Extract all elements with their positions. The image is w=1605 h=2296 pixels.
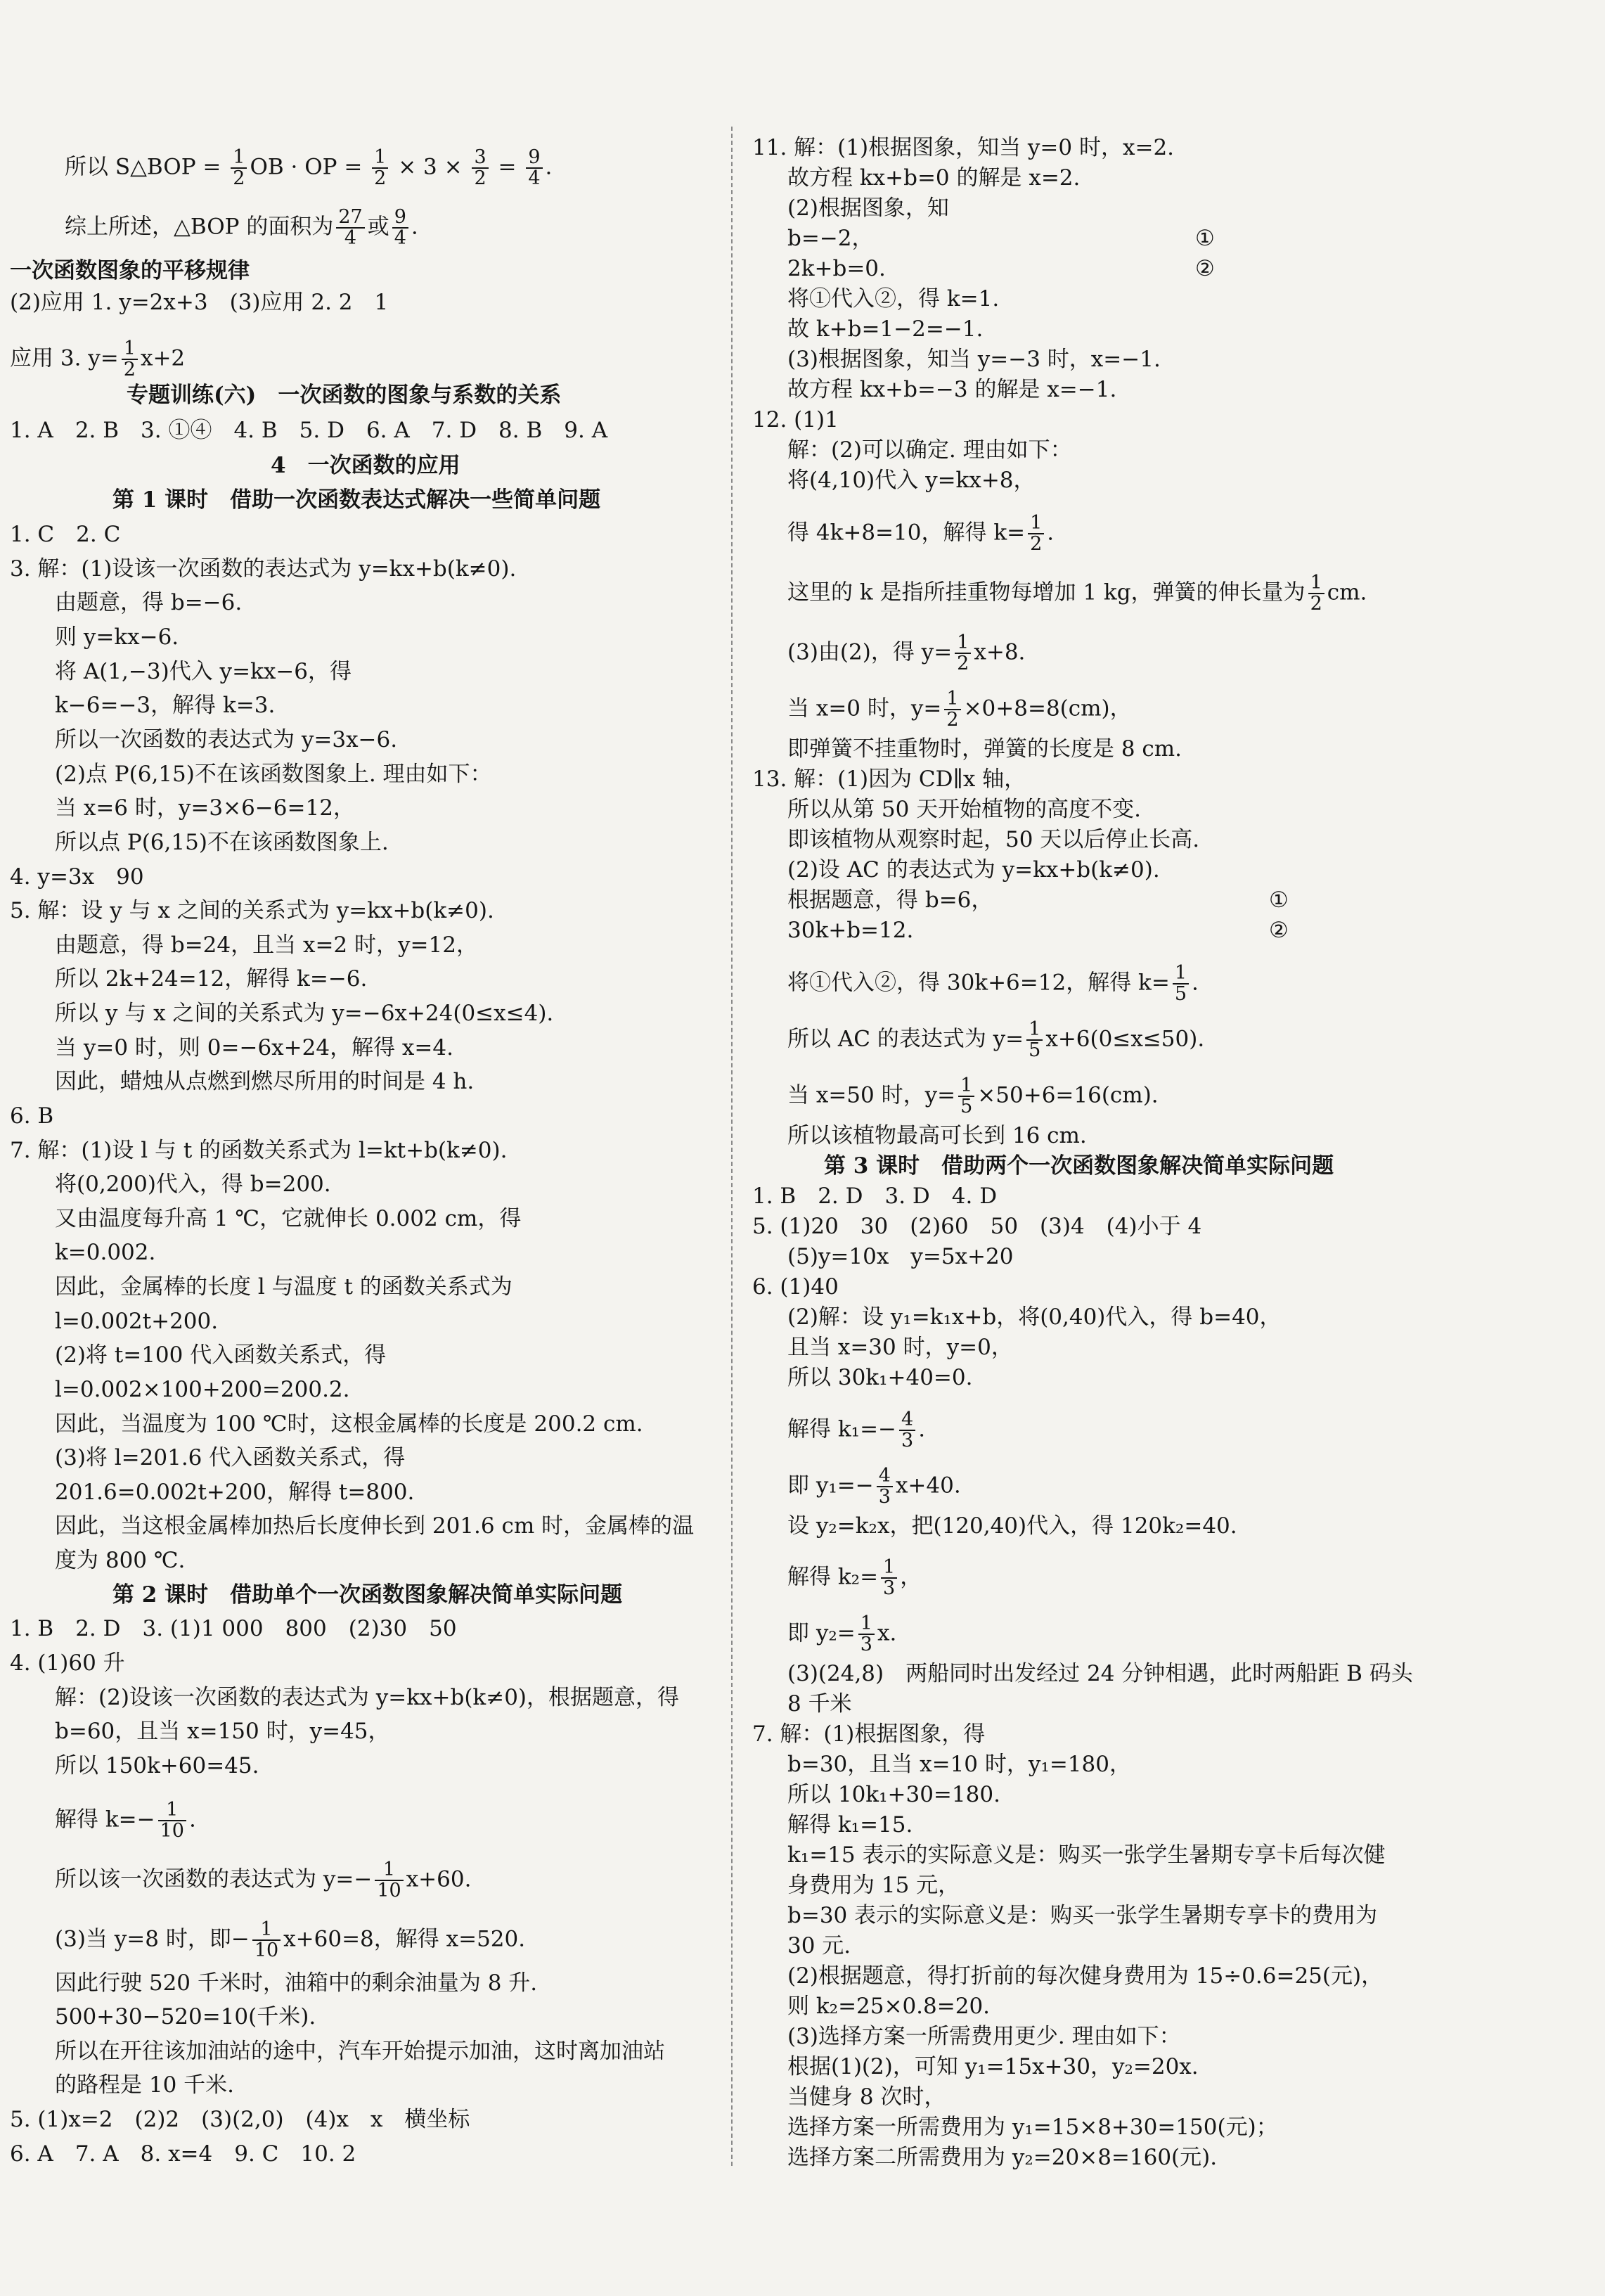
fraction: $\frac{1}{10}$ (252, 1920, 281, 1961)
text-line: 所以 10k₁+30=180. (787, 1782, 1000, 1807)
fraction: $\frac{1}{10}$ (375, 1860, 403, 1901)
text-line: 30 元. (787, 1933, 851, 1958)
fraction: $\frac{4}{3}$ (877, 1466, 893, 1507)
text-line: 30k+b=12. (787, 918, 914, 943)
text-line: 所以该一次函数的表达式为 y=− $\frac{1}{10}$ x+60. (55, 1859, 472, 1901)
fraction: $\frac{4}{3}$ (899, 1410, 915, 1451)
text-line: 8 千米 (787, 1691, 852, 1717)
section-heading: 专题训练(六) 一次函数的图象与系数的关系 (127, 383, 562, 408)
text-line: 即该植物从观察时起，50 天以后停止长高. (787, 827, 1200, 852)
text-line: 所以在开往该加油站的途中，汽车开始提示加油，这时离加油站 (55, 2039, 665, 2064)
text-line: 得 4k+8=10，解得 k= $\frac{1}{2}$ . (787, 512, 1055, 555)
text-line: 将①代入②，得 30k+6=12，解得 k= $\frac{1}{5}$ . (787, 962, 1199, 1005)
text-line: 故 k+b=1−2=−1. (787, 316, 984, 342)
text-line: 即弹簧不挂重物时，弹簧的长度是 8 cm. (787, 736, 1182, 762)
text-line: 解得 k₂= $\frac{1}{3}$ ， (787, 1556, 922, 1599)
text-line: 将(0,200)代入，得 b=200. (55, 1172, 331, 1197)
text-line: 解：(2)设该一次函数的表达式为 y=kx+b(k≠0)，根据题意，得 (55, 1685, 680, 1710)
text-line: (3)当 y=8 时，即− $\frac{1}{10}$ x+60=8，解得 x=520. (55, 1918, 526, 1961)
text-line: 设 y₂=k₂x，把(120,40)代入，得 120k₂=40. (787, 1513, 1237, 1539)
text-line: 所以 150k+60=45. (55, 1753, 259, 1778)
text-line: (2)将 t=100 代入函数关系式，得 (55, 1342, 387, 1368)
text-line: (2)根据题意，得打折前的每次健身费用为 15÷0.6=25(元)， (787, 1963, 1384, 1989)
text-line: b=30，且当 x=10 时，y₁=180， (787, 1752, 1131, 1777)
text-line: (2)根据图象，知 (787, 195, 949, 221)
column-divider (731, 127, 733, 2166)
fraction: $\frac{1}{2}$ (955, 633, 971, 674)
equation-number: ② (1195, 256, 1215, 281)
text-line: k₁=15 表示的实际意义是：购买一张学生暑期专享卡后每次健 (787, 1842, 1386, 1868)
text-line: 将(4,10)代入 y=kx+8， (787, 468, 1036, 493)
text-line: 当 x=0 时，y= $\frac{1}{2}$ ×0+8=8(cm)， (787, 688, 1132, 731)
text-line: 1. C 2. C (10, 522, 121, 547)
text-line: 当健身 8 次时， (787, 2084, 946, 2110)
text-line: (3)由(2)，得 y= $\frac{1}{2}$ x+8. (787, 631, 1026, 674)
text-line: 则 k₂=25×0.8=20. (787, 1994, 991, 2019)
text-line: 度为 800 ℃. (55, 1548, 186, 1573)
fraction: $\frac{1}{3}$ (858, 1614, 875, 1655)
text-line: 所以 2k+24=12，解得 k=−6. (55, 966, 368, 992)
text-line: 所以 AC 的表达式为 y= $\frac{1}{5}$ x+6(0≤x≤50). (787, 1018, 1205, 1061)
text-line: 故方程 kx+b=−3 的解是 x=−1. (787, 377, 1117, 402)
text-line: 则 y=kx−6. (55, 624, 179, 650)
text-line: 身费用为 15 元， (787, 1873, 960, 1898)
text-line: 4. y=3x 90 (10, 864, 144, 890)
text-line: 即 y₂= $\frac{1}{3}$ x. (787, 1612, 897, 1655)
text-line: 500+30−520=10(千米). (55, 2004, 316, 2029)
text-line: 选择方案二所需费用为 y₂=20×8=160(元). (787, 2145, 1218, 2170)
text-line: 所以点 P(6,15)不在该函数图象上. (55, 830, 389, 855)
text-line: b=−2， (787, 226, 874, 251)
text-line: 解得 k₁=15. (787, 1812, 913, 1838)
text-line: 解：(2)可以确定. 理由如下： (787, 437, 1072, 463)
text-line: 所以一次函数的表达式为 y=3x−6. (55, 727, 398, 752)
text-line: (2)设 AC 的表达式为 y=kx+b(k≠0). (787, 857, 1160, 883)
equation-number: ① (1269, 887, 1289, 913)
fraction: $\frac{1}{5}$ (958, 1076, 974, 1117)
text-line: 综上所述，△BOP 的面积为 $\frac{27}{4}$ 或 $\frac{9}{4}$ . (65, 206, 418, 249)
fraction: $\frac{27}{4}$ (336, 207, 364, 248)
fraction: $\frac{1}{3}$ (881, 1558, 897, 1598)
text-line: 4. (1)60 升 (10, 1650, 125, 1676)
section-heading: 4 一次函数的应用 (271, 453, 460, 478)
fraction: $\frac{3}{2}$ (472, 148, 488, 188)
text-line: 3. 解：(1)设该一次函数的表达式为 y=kx+b(k≠0). (10, 556, 517, 582)
text-line: 5. (1)x=2 (2)2 (3)(2,0) (4)x x 横坐标 (10, 2107, 470, 2132)
fraction: $\frac{1}{2}$ (1308, 573, 1324, 614)
text-line: (2)解：设 y₁=k₁x+b，将(0,40)代入，得 b=40， (787, 1304, 1282, 1330)
text-line: 由题意，得 b=24，且当 x=2 时，y=12， (55, 932, 478, 958)
text-line: 因此，金属棒的长度 l 与温度 t 的函数关系式为 (55, 1274, 513, 1300)
text-line: 11. 解：(1)根据图象，知当 y=0 时，x=2. (752, 135, 1175, 160)
text-line: b=60，且当 x=150 时，y=45， (55, 1719, 390, 1744)
text-line: 由题意，得 b=−6. (55, 590, 243, 615)
text-line: 当 x=50 时，y= $\frac{1}{5}$ ×50+6=16(cm). (787, 1075, 1159, 1117)
text-line: 应用 3. y= $\frac{1}{2}$ x+2 (10, 338, 186, 380)
fraction: $\frac{1}{2}$ (372, 148, 388, 188)
text-line: 将 A(1,−3)代入 y=kx−6，得 (55, 659, 352, 684)
text-line: 所以从第 50 天开始植物的高度不变. (787, 797, 1142, 822)
text-line: 6. A 7. A 8. x=4 9. C 10. 2 (10, 2141, 356, 2167)
text-line: (3)将 l=201.6 代入函数关系式，得 (55, 1445, 406, 1470)
fraction: $\frac{1}{2}$ (944, 689, 960, 730)
equation-number: ② (1269, 918, 1289, 943)
text-line: 因此行驶 520 千米时，油箱中的剩余油量为 8 升. (55, 1970, 538, 1996)
text-line: 解得 k₁=− $\frac{4}{3}$ . (787, 1409, 926, 1451)
text-line: (3)选择方案一所需费用更少. 理由如下： (787, 2024, 1181, 2049)
text-line: l=0.002t+200. (55, 1309, 219, 1334)
section-heading: 第 2 课时 借助单个一次函数图象解决简单实际问题 (112, 1582, 623, 1608)
text-line: 201.6=0.002t+200，解得 t=800. (55, 1480, 415, 1505)
section-heading: 一次函数图象的平移规律 (10, 258, 250, 283)
text-line: 所以 S△BOP = $\frac{1}{2}$ OB · OP = $\frac{1}{2}$ × 3 × $\frac{3}{2}$ = $\frac{9}{4}$ . (65, 146, 553, 189)
fraction: $\frac{1}{5}$ (1173, 963, 1189, 1004)
section-heading: 第 1 课时 借助一次函数表达式解决一些简单问题 (112, 487, 601, 513)
text-line: 故方程 kx+b=0 的解是 x=2. (787, 165, 1081, 191)
text-line: 6. (1)40 (752, 1274, 839, 1300)
fraction: $\frac{9}{4}$ (392, 207, 408, 248)
fraction: $\frac{1}{2}$ (231, 148, 247, 188)
text-line: 1. B 2. D 3. D 4. D (752, 1184, 998, 1209)
fraction: $\frac{1}{2}$ (1028, 513, 1044, 554)
text-line: 7. 解：(1)设 l 与 t 的函数关系式为 l=kt+b(k≠0). (10, 1138, 508, 1163)
text-line: 2k+b=0. (787, 256, 886, 281)
fraction: $\frac{1}{5}$ (1026, 1020, 1043, 1060)
text-line: (5)y=10x y=5x+20 (787, 1244, 1014, 1269)
fraction: $\frac{1}{10}$ (158, 1800, 186, 1841)
text-line: 当 y=0 时，则 0=−6x+24，解得 x=4. (55, 1035, 453, 1060)
text-line: 因此，当这根金属棒加热后长度伸长到 201.6 cm 时，金属棒的温 (55, 1513, 695, 1539)
text-line: 当 x=6 时，y=3×6−6=12， (55, 795, 355, 821)
text-line: k−6=−3，解得 k=3. (55, 693, 276, 718)
text-line: k=0.002. (55, 1240, 156, 1265)
fraction: $\frac{9}{4}$ (526, 148, 542, 188)
text-line: (2)点 P(6,15)不在该函数图象上. 理由如下： (55, 762, 492, 787)
text-line: 根据题意，得 b=6， (787, 887, 993, 913)
text-line: (3)根据图象，知当 y=−3 时，x=−1. (787, 347, 1161, 372)
text-line: (3)(24,8) 两船同时出发经过 24 分钟相遇，此时两船距 B 码头 (787, 1661, 1413, 1686)
text-line: 所以该植物最高可长到 16 cm. (787, 1123, 1087, 1148)
text-line: 13. 解：(1)因为 CD∥x 轴， (752, 767, 1026, 792)
text-line: 7. 解：(1)根据图象，得 (752, 1721, 986, 1747)
text-line: 因此，蜡烛从点燃到燃尽所用的时间是 4 h. (55, 1069, 475, 1094)
text-line: 即 y₁=− $\frac{4}{3}$ x+40. (787, 1465, 961, 1508)
text-line: 12. (1)1 (752, 407, 839, 432)
text-line: l=0.002×100+200=200.2. (55, 1377, 350, 1402)
text-line: 选择方案一所需费用为 y₁=15×8+30=150(元)； (787, 2115, 1278, 2140)
text-line: 又由温度每升高 1 ℃，它就伸长 0.002 cm，得 (55, 1206, 522, 1231)
text-line: 解得 k=− $\frac{1}{10}$ . (55, 1799, 196, 1842)
text-line: 这里的 k 是指所挂重物每增加 1 kg，弹簧的伸长量为 $\frac{1}{2}$ cm. (787, 572, 1367, 615)
text-line: (2)应用 1. y=2x+3 (3)应用 2. 2 1 (10, 290, 389, 315)
text-line: b=30 表示的实际意义是：购买一张学生暑期专享卡的费用为 (787, 1903, 1378, 1928)
text-line: 5. (1)20 30 (2)60 50 (3)4 (4)小于 4 (752, 1214, 1202, 1239)
text-line: 1. B 2. D 3. (1)1 000 800 (2)30 50 (10, 1616, 457, 1641)
text-line: 根据(1)(2)，可知 y₁=15x+30，y₂=20x. (787, 2054, 1199, 2079)
text-line: 所以 y 与 x 之间的关系式为 y=−6x+24(0≤x≤4). (55, 1001, 554, 1026)
text-line: 5. 解：设 y 与 x 之间的关系式为 y=kx+b(k≠0). (10, 898, 494, 923)
section-heading: 第 3 课时 借助两个一次函数图象解决简单实际问题 (824, 1153, 1334, 1179)
equation-number: ① (1195, 226, 1215, 251)
text-line: 将①代入②，得 k=1. (787, 286, 1000, 312)
text-line: 且当 x=30 时，y=0， (787, 1335, 1013, 1360)
text-line: 1. A 2. B 3. ①④ 4. B 5. D 6. A 7. D 8. B 9. A (10, 418, 608, 443)
text-line: 因此，当温度为 100 ℃时，这根金属棒的长度是 200.2 cm. (55, 1411, 643, 1437)
text-line: 6. B (10, 1103, 54, 1129)
text-line: 的路程是 10 千米. (55, 2072, 235, 2098)
text-line: 所以 30k₁+40=0. (787, 1365, 973, 1390)
fraction: $\frac{1}{2}$ (122, 339, 138, 380)
